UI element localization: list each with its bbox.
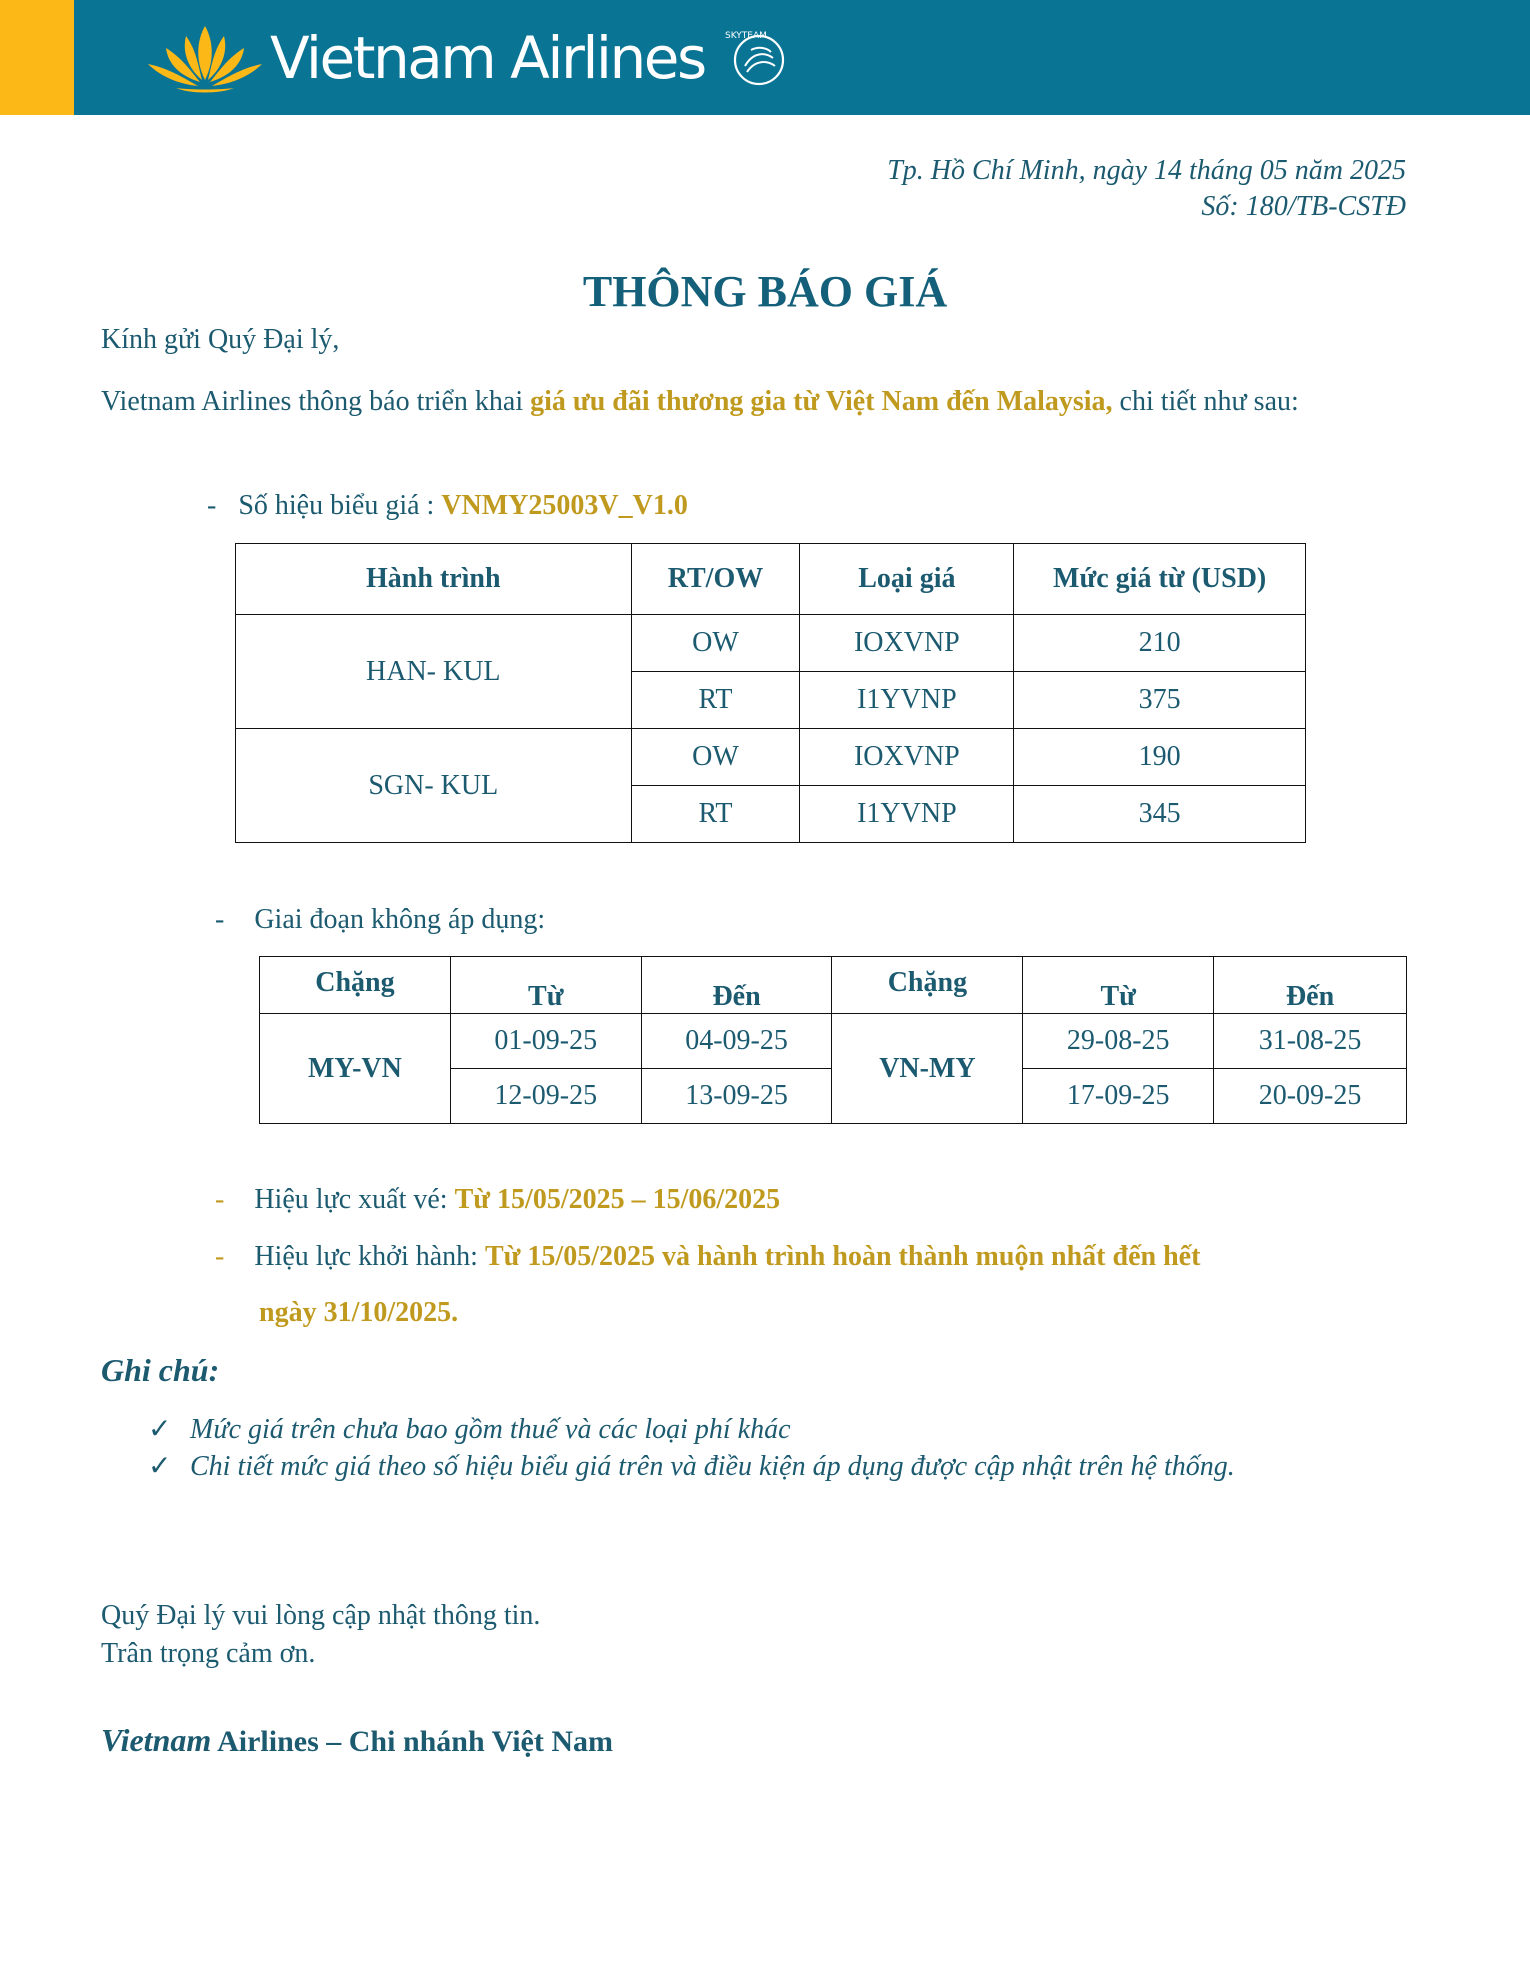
header-cell: RT/OW — [631, 544, 800, 615]
trip-type-cell: OW — [631, 729, 800, 786]
header-bar — [0, 0, 1530, 115]
header-cell: Hành trình — [236, 544, 632, 615]
trip-type-cell: OW — [631, 615, 800, 672]
blackout-label-line — [215, 902, 545, 938]
trip-type-cell: RT — [631, 786, 800, 843]
intro-text-end: chi tiết như sau: — [1112, 386, 1299, 417]
price-cell: 345 — [1014, 786, 1306, 843]
fare-code-value: VNMY25003V_V1.0 — [441, 490, 688, 521]
header-cell: Đến — [1214, 957, 1407, 1014]
travel-value: Từ 15/05/2025 và hành trình hoàn thành muộn nhất đến hết — [484, 1241, 1201, 1272]
header-cell: Chặng — [260, 957, 451, 1014]
fare-code-line — [207, 488, 688, 524]
header-cell: Từ — [450, 957, 641, 1014]
blackout-label: Giai đoạn không áp dụng: — [254, 904, 546, 935]
intro-paragraph — [101, 374, 1407, 430]
page-title: THÔNG BÁO GIÁ — [582, 267, 948, 316]
lotus-icon — [146, 18, 264, 98]
bullet-dash: - — [215, 904, 225, 935]
to-date-cell: 31-08-25 — [1214, 1014, 1407, 1069]
place-date: Tp. Hồ Chí Minh, ngày 14 tháng 05 năm 2025 — [887, 155, 1406, 186]
note-text: Mức giá trên chưa bao gồm thuế và các loại phí khác — [190, 1414, 791, 1445]
vietnam-airlines-logo — [146, 8, 795, 108]
fare-table — [235, 543, 1306, 843]
price-cell: 210 — [1014, 615, 1306, 672]
closing-line-1: Quý Đại lý vui lòng cập nhật thông tin. — [101, 1600, 541, 1631]
from-date-cell: 01-09-25 — [450, 1014, 641, 1069]
travel-label: Hiệu lực khởi hành: — [254, 1241, 485, 1272]
brand-name: Vietnam Airlines — [270, 24, 705, 92]
to-date-cell: 13-09-25 — [641, 1069, 832, 1124]
header-cell: Đến — [641, 957, 832, 1014]
note-item — [148, 1412, 791, 1448]
document-number: Số: 180/TB-CSTĐ — [1201, 191, 1406, 222]
skyteam-text: SKYTEAM — [724, 31, 767, 41]
check-icon: ✓ — [148, 1414, 172, 1445]
note-text: Chi tiết mức giá theo số hiệu biểu giá trên và điều kiện áp dụng được cập nhật trên hệ thống. — [190, 1451, 1235, 1482]
notes-title: Ghi chú: — [101, 1352, 220, 1388]
intro-text: Vietnam Airlines thông báo triển khai — [101, 386, 531, 417]
route-cell: HAN- KUL — [236, 615, 632, 729]
table-row — [236, 729, 1306, 786]
ticketing-validity — [215, 1182, 780, 1218]
closing-line-2: Trân trọng cảm ơn. — [101, 1638, 316, 1669]
header-cell: Chặng — [832, 957, 1023, 1014]
skyteam-icon — [719, 20, 795, 96]
travel-value-continued: ngày 31/10/2025. — [259, 1297, 459, 1328]
fare-basis-cell: I1YVNP — [800, 786, 1014, 843]
to-date-cell: 04-09-25 — [641, 1014, 832, 1069]
header-accent-strip — [0, 0, 74, 115]
signature-rest: Airlines – Chi nhánh Việt Nam — [211, 1725, 613, 1758]
header-cell: Mức giá từ (USD) — [1014, 544, 1306, 615]
price-cell: 190 — [1014, 729, 1306, 786]
trip-type-cell: RT — [631, 672, 800, 729]
bullet-dash: - — [215, 1241, 225, 1272]
fare-basis-cell: IOXVNP — [800, 729, 1014, 786]
fare-code-label: Số hiệu biểu giá : — [238, 490, 442, 521]
price-cell: 375 — [1014, 672, 1306, 729]
bullet-dash: - — [207, 490, 217, 521]
travel-validity — [215, 1239, 1200, 1275]
from-date-cell: 12-09-25 — [450, 1069, 641, 1124]
segment-cell: VN-MY — [832, 1014, 1023, 1124]
table-header-row — [260, 957, 1407, 1014]
header-cell: Từ — [1023, 957, 1214, 1014]
ticketing-label: Hiệu lực xuất vé: — [254, 1184, 455, 1215]
segment-cell: MY-VN — [260, 1014, 451, 1124]
route-cell: SGN- KUL — [236, 729, 632, 843]
bullet-dash: - — [215, 1184, 225, 1215]
intro-highlight: giá ưu đãi thương gia từ Việt Nam đến Malaysia, — [530, 386, 1113, 417]
fare-basis-cell: I1YVNP — [800, 672, 1014, 729]
from-date-cell: 29-08-25 — [1023, 1014, 1214, 1069]
document-meta — [887, 153, 1406, 225]
check-icon: ✓ — [148, 1451, 172, 1482]
table-row — [236, 615, 1306, 672]
note-item — [148, 1449, 1235, 1485]
signature — [101, 1722, 613, 1759]
table-header-row — [236, 544, 1306, 615]
blackout-table — [259, 956, 1407, 1124]
table-row — [260, 1014, 1407, 1069]
greeting: Kính gửi Quý Đại lý, — [101, 324, 340, 355]
signature-italic: Vietnam — [101, 1722, 212, 1758]
header-cell: Loại giá — [800, 544, 1014, 615]
fare-basis-cell: IOXVNP — [800, 615, 1014, 672]
from-date-cell: 17-09-25 — [1023, 1069, 1214, 1124]
to-date-cell: 20-09-25 — [1214, 1069, 1407, 1124]
ticketing-value: Từ 15/05/2025 – 15/06/2025 — [454, 1184, 781, 1215]
